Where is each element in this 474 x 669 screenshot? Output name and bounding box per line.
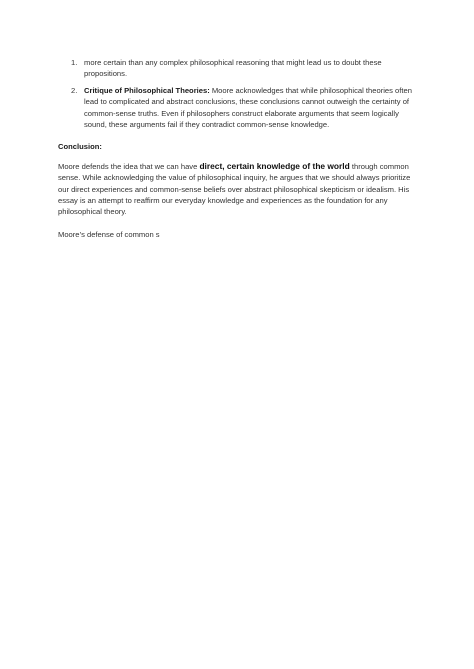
list-item-number: 1. — [71, 58, 78, 67]
numbered-list — [58, 57, 418, 130]
paragraph-text: Moore defends the idea that we can have — [58, 161, 200, 171]
list-item — [58, 57, 418, 80]
conclusion-paragraph — [58, 161, 418, 218]
emphasis-text: direct, certain knowledge of the world — [199, 160, 350, 171]
list-item-text: Moore acknowledges that while philosophical theories often lead to complicated and abstract conclusions, these conclusions cannot outweigh the certainty of common-sense truths. Even if philosophers construct elaborate arguments that seem logically sound, these arguments fail if they contradict common-sense knowledge. — [84, 85, 412, 130]
list-item — [58, 85, 418, 131]
document-body — [58, 57, 418, 251]
list-item-title: Critique of Philosophical Theories: — [84, 85, 210, 95]
list-item-text: more certain than any complex philosophical reasoning that might lead us to doubt these propositions. — [84, 58, 382, 79]
truncated-paragraph: Moore’s defense of common s — [58, 229, 160, 239]
paragraph-text: through common sense. While acknowledging the value of philosophical inquiry, he argues that we should always prioritize our direct experiences and common-sense beliefs over abstract philosophical skepticism or idealism. His essay is an attempt to reaffirm our everyday knowledge and experiences as the foundation for any philosophical theory. — [58, 161, 411, 217]
conclusion-heading: Conclusion: — [58, 142, 102, 152]
list-item-number: 2. — [71, 85, 78, 95]
